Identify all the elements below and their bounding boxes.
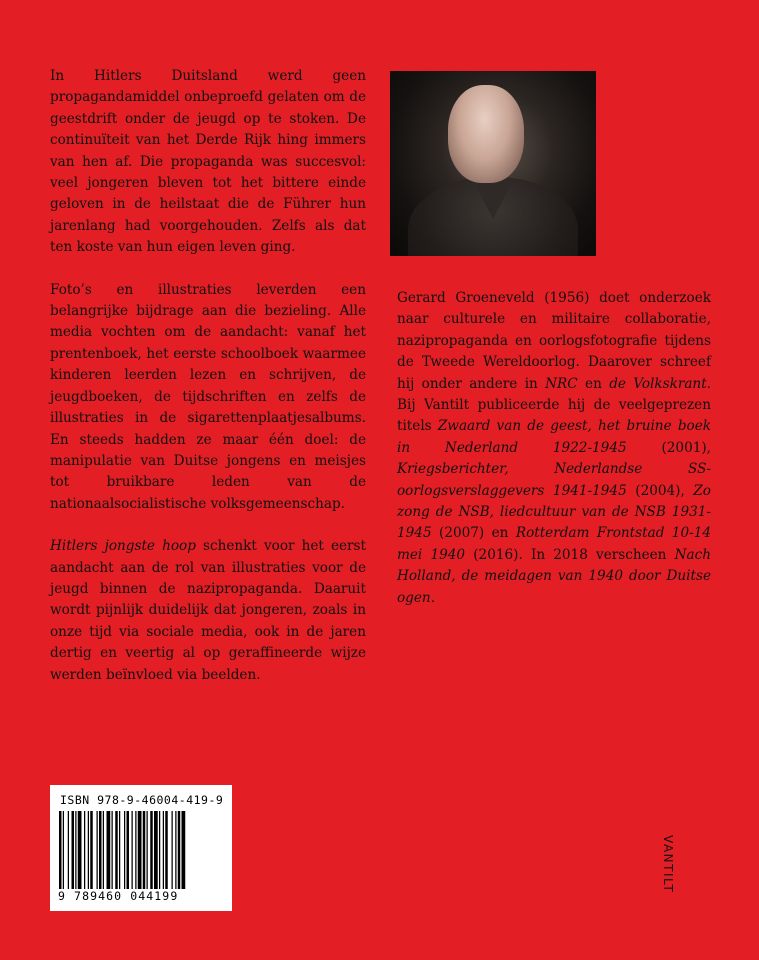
isbn-label: ISBN 978-9-46004-419-9: [60, 793, 224, 807]
barcode-stripe: [165, 811, 168, 889]
barcode-stripe: [159, 811, 160, 889]
barcode-stripe: [178, 811, 181, 889]
bio-text-3: . Bij Vantilt publiceerde hij de veelgeprezen titels: [397, 375, 711, 435]
blurb-paragraph-1: In Hitlers Duitsland werd geen propagandamiddel onbeproefd gelaten om de geestdrift onder de jeugd op te stoken. De continuïteit van het Derde Rijk hing immers van hen af. Die propaganda was succesvol: veel jongeren bleven tot het bittere einde geloven in de heilstaat die de Führer hun jarenlang had voorgehouden. Zelfs als dat ten koste van hun eigen leven ging.: [50, 68, 366, 256]
barcode-stripe: [107, 811, 111, 889]
barcode-stripe: [182, 811, 186, 889]
author-bio-text: [397, 288, 711, 609]
barcode-bars: [59, 811, 223, 889]
blurb-paragraph-2: Foto’s en illustraties leverden een belangrijke bijdrage aan die bezieling. Alle media vochten om de aandacht: vanaf het prentenboek, het eerste schoolboek waarmee kinderen leerden lezen en schrijven, de jeugdboeken, de tijdschriften en zelfs de illustraties in de sigarettenplaatjesalbums. En steeds hadden ze maar één doel: de manipulatie van Duitse jongens en meisjes tot bruikbare leden van de nationaalsocialistische volksgemeenschap.: [50, 281, 366, 512]
blurb-paragraph-3-text: schenkt voor het eerst aandacht aan de rol van illustraties voor de jeugd binnen de nazipropaganda. Daaruit wordt pijnlijk duidelijk dat jongeren, zoals in onze tijd via sociale media, ook in de jaren dertig en veertig al op geraffineerde wijze werden beïnvloed via beelden.: [50, 538, 366, 683]
author-photo: [390, 71, 596, 256]
book-title: Hitlers jongste hoop: [50, 538, 196, 555]
barcode-stripe: [84, 811, 85, 889]
barcode-stripe: [150, 811, 153, 889]
barcode-stripe: [88, 811, 89, 889]
barcode-stripe: [127, 811, 130, 889]
bio-book-2a: Kriegsberichter, Nederlandse: [397, 461, 689, 478]
bio-text-5: (2004),: [626, 482, 694, 499]
barcode-stripe: [72, 811, 75, 889]
bio-nsb-2: NSB: [634, 504, 666, 521]
barcode-graphic: [59, 811, 223, 889]
barcode-stripe: [138, 811, 142, 889]
barcode-stripe: [175, 811, 176, 889]
barcode-stripe: [103, 811, 104, 889]
barcode-stripe: [115, 811, 118, 889]
barcode-stripe: [59, 811, 62, 889]
barcode-stripe: [163, 811, 164, 889]
barcode-stripe: [63, 811, 64, 889]
barcode-stripe: [75, 811, 76, 889]
bio-nsb-1: NSB: [458, 504, 490, 521]
bio-book-3a: Zo zong de: [397, 482, 711, 521]
back-cover-blurb: [50, 66, 366, 707]
bio-book-2b: -oorlogsverslaggevers 1941-1945: [397, 461, 711, 499]
barcode-stripe: [97, 811, 98, 889]
barcode-stripe: [68, 811, 69, 889]
bio-text-4: (2001),: [626, 439, 711, 456]
bio-book-3b: , liedcultuur van de: [489, 504, 635, 521]
barcode-stripe: [154, 811, 158, 889]
blurb-paragraph-3: [50, 536, 366, 686]
barcode-stripe: [99, 811, 102, 889]
bio-book-4: Rotterdam Frontstad 10-14 mei 1940: [397, 525, 711, 563]
barcode-stripe: [119, 811, 120, 889]
bio-book-5: Nach Holland, de meidagen van 1940 door Duitse ogen: [397, 546, 711, 606]
publisher-logo: VANTILT: [661, 835, 675, 894]
bio-text-2: en: [577, 375, 610, 392]
barcode-stripe: [124, 811, 125, 889]
barcode-stripe: [112, 811, 113, 889]
barcode-stripe: [143, 811, 146, 889]
bio-book-3c: 1931-1945: [397, 504, 711, 542]
bio-book-1: Zwaard van de geest, het bruine boek in Nederland 1922-1945: [397, 418, 711, 456]
barcode-stripe: [78, 811, 82, 889]
bio-nrc: NRC: [545, 375, 578, 392]
bio-text-1: Gerard Groeneveld (1956) doet onderzoek naar culturele en militaire collaboratie, nazipropaganda en oorlogsfotografie tijdens de Tweede Wereldoorlog. Daarover schreef hij onder andere in: [397, 290, 711, 392]
bio-ss: SS: [688, 461, 707, 478]
barcode-stripe: [132, 811, 133, 889]
barcode-stripe: [135, 811, 136, 889]
bio-volkskrant: de Volkskrant: [609, 375, 707, 392]
author-photo-head: [448, 85, 524, 183]
bio-text-7: (2016). In 2018 verscheen: [465, 546, 675, 563]
bio-text-6: (2007) en: [431, 525, 516, 542]
barcode-stripe: [172, 811, 173, 889]
barcode-stripe: [147, 811, 148, 889]
barcode-stripe: [90, 811, 93, 889]
bio-text-8: .: [430, 589, 436, 606]
isbn-barcode: [50, 785, 232, 911]
author-bio: [397, 288, 711, 609]
isbn-digits: 9 789460 044199: [58, 889, 179, 903]
